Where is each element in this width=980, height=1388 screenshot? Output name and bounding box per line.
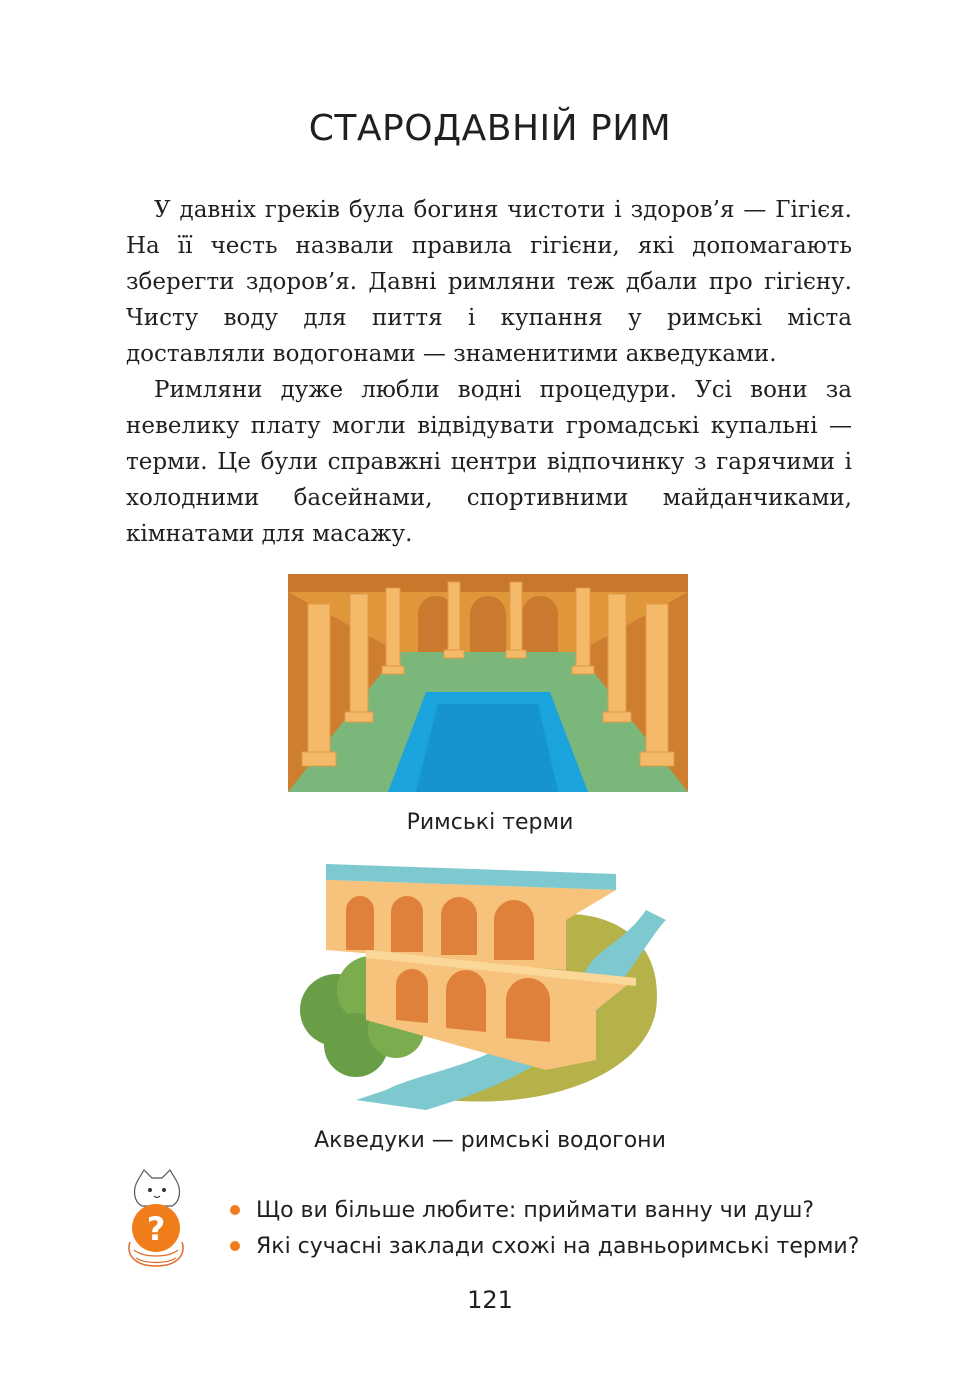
paragraph-2: Римляни дуже любли водні процедури. Усі вони за невелику плату могли відвідувати громадські купальні — терми. Це були справжні центри відпочинку з гарячими і холодними басейнами, спортивними майданчиками, кімнатами для масажу. <box>126 377 852 547</box>
body-text <box>126 192 852 552</box>
question-item <box>230 1192 930 1228</box>
page-number: 121 <box>467 1286 513 1314</box>
figure-caption-baths: Римські терми <box>406 810 574 835</box>
figure-caption-aqueduct: Акведуки — римські водогони <box>314 1128 666 1153</box>
question-text: Що ви більше любите: приймати ванну чи душ? <box>256 1197 815 1223</box>
questions-list <box>230 1192 930 1264</box>
cat-question-icon <box>124 1168 190 1268</box>
bullet-icon <box>230 1205 240 1215</box>
svg-text:?: ? <box>146 1210 166 1248</box>
page-title: СТАРОДАВНІЙ РИМ <box>308 108 672 149</box>
bullet-icon <box>230 1241 240 1251</box>
roman-baths-illustration <box>288 574 688 792</box>
paragraph-1: У давніх греків була богиня чистоти і здоров’я — Гігієя. На її честь назвали правила гігієни, які допомагають зберегти здоров’я. Давні римляни теж дбали про гігієну. Чисту воду для пиття і купання у римські міста доставляли водогонами — знаменитими акведуками. <box>126 197 852 367</box>
question-item <box>230 1228 930 1264</box>
aqueduct-illustration <box>296 860 666 1114</box>
question-text: Які сучасні заклади схожі на давньоримські терми? <box>256 1233 860 1259</box>
